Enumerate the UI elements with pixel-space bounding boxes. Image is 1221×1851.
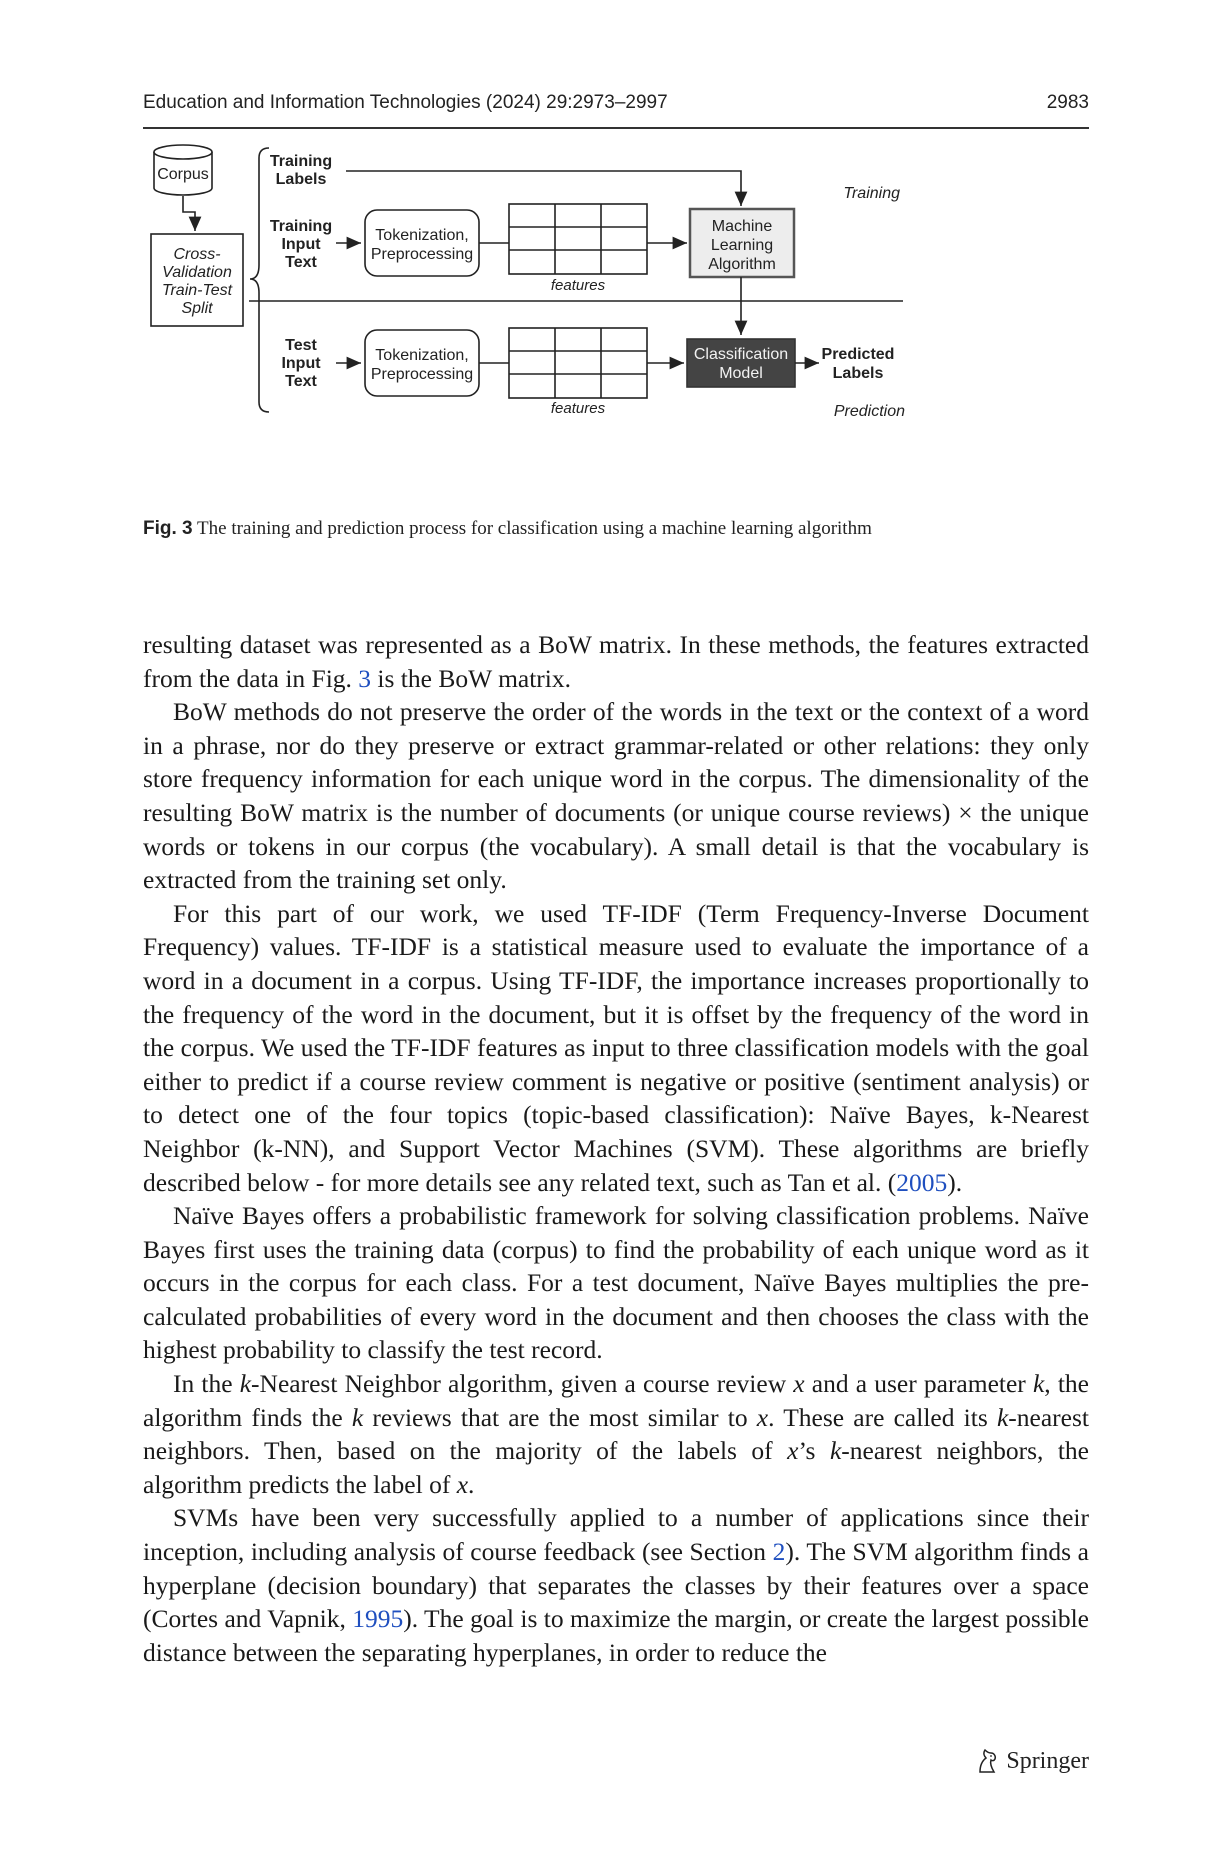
paragraph-3-text-b: ). xyxy=(947,1167,963,1197)
training-tokenization-line-1: Tokenization, xyxy=(375,227,469,244)
split-line-1: Cross- xyxy=(173,246,221,263)
training-features-label: features xyxy=(550,277,606,294)
training-input-line-2: Input xyxy=(281,236,321,253)
model-line-1: Classification xyxy=(693,346,789,363)
paragraph-4: Naïve Bayes offers a probabilistic framework for solving classification problems. Naïve Bayes first uses the training data (corpus) to find the probability of each unique word as it occurs in the corpus for each class. For a test document, Naïve Bayes multiplies the pre-calculated probabilities of every word in the document and then chooses the class with the highest probability to classify the test record. xyxy=(143,1201,1089,1365)
var-x: x xyxy=(456,1469,469,1499)
labels-arrow xyxy=(346,171,741,206)
test-features-grid xyxy=(509,328,647,398)
test-input-line-1: Test xyxy=(285,337,317,354)
paragraph-6 xyxy=(143,1501,1089,1669)
var-x: x xyxy=(756,1402,769,1432)
var-k: k xyxy=(829,1436,842,1466)
p5-text: In the xyxy=(173,1369,240,1399)
classification-pipeline-diagram xyxy=(143,140,1089,505)
publisher-logo xyxy=(974,1745,1089,1777)
caption-text: The training and prediction process for classification using a machine learning algorithm xyxy=(197,518,872,539)
training-tokenization-line-2: Preprocessing xyxy=(370,246,474,263)
tan-2005-link[interactable]: 2005 xyxy=(896,1167,948,1197)
ml-line-2: Learning xyxy=(710,237,774,254)
paragraph-5 xyxy=(143,1367,1089,1501)
body-text xyxy=(143,628,1089,1669)
training-labels-line-2: Labels xyxy=(275,171,327,188)
paragraph-1-text-b: is the BoW matrix. xyxy=(371,663,572,693)
caption-label: Fig. 3 xyxy=(143,518,193,539)
section-2-link[interactable]: 2 xyxy=(772,1537,786,1567)
training-features-grid xyxy=(509,204,647,274)
var-x: x xyxy=(787,1436,799,1466)
figure-3 xyxy=(143,140,1089,505)
test-tokenization-line-2: Preprocessing xyxy=(370,366,474,383)
model-line-2: Model xyxy=(719,365,763,382)
split-line-2: Validation xyxy=(162,264,232,281)
cortes-1995-link[interactable]: 1995 xyxy=(352,1604,404,1634)
var-k: k xyxy=(239,1369,252,1399)
paragraph-6-text-a: SVMs have been very successfully applied to a number of applications since their inception, including analysis of course feedback (see Section xyxy=(143,1503,1089,1567)
corpus-label: Corpus xyxy=(157,166,209,183)
training-input-line-3: Text xyxy=(285,254,317,271)
p5-text: . xyxy=(468,1469,475,1499)
predicted-labels-line-1: Predicted xyxy=(821,346,895,363)
p5-text: -nearest neighbors, the algorithm predicts the label of xyxy=(143,1436,1090,1499)
p5-text: reviews that are the most similar to xyxy=(363,1402,757,1432)
split-line-3: Train-Test xyxy=(161,282,233,299)
predicted-labels-line-2: Labels xyxy=(832,365,884,382)
training-section-tag: Training xyxy=(843,185,900,202)
curly-brace xyxy=(250,148,269,412)
training-input-line-1: Training xyxy=(269,218,333,235)
p5-text: ’s xyxy=(798,1436,830,1466)
paragraph-6-text-b: ). The SVM algorithm finds a hyperplane (decision boundary) that separates the classes by their features over a space (Cortes and Vapnik, xyxy=(143,1537,1089,1634)
publisher-name: Springer xyxy=(1006,1747,1089,1774)
test-tokenization-line-1: Tokenization, xyxy=(375,347,469,364)
var-k: k xyxy=(996,1402,1009,1432)
test-features-label: features xyxy=(550,400,606,417)
springer-horse-icon xyxy=(974,1747,1000,1775)
ml-line-3: Algorithm xyxy=(708,256,776,273)
running-header xyxy=(143,92,1089,118)
prediction-section-tag: Prediction xyxy=(833,403,905,420)
paragraph-2: BoW methods do not preserve the order of the words in the text or the context of a word in a phrase, nor do they preserve or extract grammar-related or other relations: they only store frequency information for each unique word in the corpus. The dimensionality of the resulting BoW matrix is the number of documents (or unique course reviews) × the unique words or tokens in our corpus (the vocabulary). A small detail is that the vocabulary is extracted from the training set only. xyxy=(143,697,1089,895)
corpus-cylinder xyxy=(154,145,212,195)
paragraph-1-text-a: resulting dataset was represented as a BoW matrix. In these methods, the features extracted from the data in Fig. xyxy=(143,630,1089,693)
p5-text: . These are called its xyxy=(768,1402,997,1432)
corpus-arrow xyxy=(183,196,195,231)
var-k: k xyxy=(1032,1369,1045,1399)
ml-line-1: Machine xyxy=(711,218,773,235)
page-number: 2983 xyxy=(1046,92,1089,113)
paragraph-1 xyxy=(143,628,1089,695)
figure-caption xyxy=(143,518,1089,540)
p5-text: -nearest neighbors. Then, based on the majority of the labels of xyxy=(143,1402,1089,1466)
p5-text: -Nearest Neighbor algorithm, given a course review xyxy=(251,1369,794,1399)
test-input-line-3: Text xyxy=(285,373,317,390)
paragraph-6-text-c: ). The goal is to maximize the margin, or create the largest possible distance between the separating hyperplanes, in order to reduce the xyxy=(143,1604,1089,1667)
split-line-4: Split xyxy=(181,300,213,317)
var-x: x xyxy=(793,1369,805,1399)
paragraph-3 xyxy=(143,897,1089,1199)
p5-text: , the algorithm finds the xyxy=(143,1369,1089,1432)
header-rule xyxy=(143,127,1089,129)
test-input-line-2: Input xyxy=(281,355,321,372)
var-k: k xyxy=(351,1402,364,1432)
p5-text: and a user parameter xyxy=(804,1369,1033,1399)
journal-citation: Education and Information Technologies (2024) 29:2973–2997 xyxy=(143,92,668,113)
figure-3-link[interactable]: 3 xyxy=(358,663,372,693)
training-labels-line-1: Training xyxy=(269,153,333,170)
paragraph-3-text-a: For this part of our work, we used TF-IDF (Term Frequency-Inverse Document Frequency) values. TF-IDF is a statistical measure used to evaluate the importance of a word in a document in a corpus. Using TF-IDF, the importance increases proportionally to the frequency of the word in the document, but it is offset by the frequency of the word in the corpus. We used the TF-IDF features as input to three classification models with the goal either to predict if a course review comment is negative or positive (sentiment analysis) or to detect one of the four topics (topic-based classification): Naïve Bayes, k-Nearest Neighbor (k-NN), and Support Vector Machines (SVM). These algorithms are briefly described below - for more details see any related text, such as Tan et al. ( xyxy=(143,898,1089,1197)
